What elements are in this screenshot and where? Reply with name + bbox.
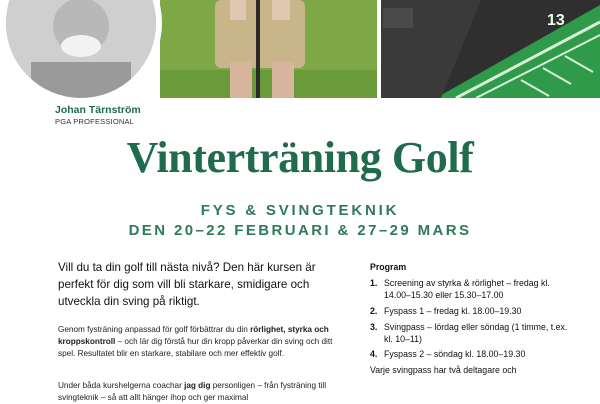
intro-paragraph-2 — [58, 380, 348, 404]
intro-paragraph-2-strong: jag dig — [184, 381, 211, 390]
program-item-text: Fyspass 2 – söndag kl. 18.00–19.30 — [384, 349, 526, 360]
course-subtitle: FYS & SVINGTEKNIK — [200, 202, 400, 219]
intro-paragraph-1-text-b: – och lär dig förstå hur din kropp påverkar din sving och ditt spel. Resultatet blir en starkare, stabilare och mer effektiv golf. — [58, 336, 333, 358]
program-item-number: 4. — [370, 349, 378, 360]
intro-lead: Vill du ta din golf till nästa nivå? Den här kursen är perfekt för dig som vill bli starkare, smidigare och utveckla din sving på riktigt. — [58, 261, 316, 308]
program-item-text: Screening av styrka & rörlighet – fredag kl. 14.00–15.30 eller 15.30–17.00 — [384, 278, 550, 300]
program-item — [370, 278, 570, 302]
program-item-number: 2. — [370, 305, 378, 316]
program-item — [370, 306, 570, 318]
program-item — [370, 349, 570, 361]
coach-title: PGA PROFESSIONAL — [55, 117, 135, 126]
program-item-text: Svingpass – lördag eller söndag (1 timme, t.ex. kl. 10–11) — [384, 321, 568, 344]
practice-mat-illustration — [381, 0, 600, 98]
course-dates: DEN 20–22 FEBRUARI & 27–29 MARS — [128, 222, 472, 239]
intro-paragraph-2-text-b: personligen – från fysträning till svingteknik – så att allt hänger ihop och ger maximal — [58, 381, 327, 402]
coach-portrait-illustration — [6, 0, 156, 98]
intro-paragraph-1 — [58, 324, 348, 360]
golfer-illustration — [160, 0, 377, 98]
program-item-number: 3. — [370, 321, 378, 332]
golfer-photo — [160, 0, 377, 98]
program-note: Varje svingpass har två deltagare och — [370, 365, 517, 376]
program-title: Program — [370, 262, 407, 272]
coach-portrait — [6, 0, 156, 98]
page-title: Vinterträning Golf — [126, 133, 474, 182]
program-item-number: 1. — [370, 278, 378, 288]
coach-portrait-frame — [6, 0, 156, 98]
program-section — [370, 262, 570, 377]
practice-mat-photo — [381, 0, 600, 98]
coach-name: Johan Tärnström — [55, 104, 141, 116]
intro-paragraph-2-text-a: Under båda kurshelgerna coachar — [58, 381, 185, 390]
header-photos — [0, 0, 600, 98]
intro-paragraph-1-text-a: Genom fysträning anpassad för golf förbättrar du din — [58, 325, 251, 334]
program-item — [370, 322, 570, 346]
program-item-text: Fyspass 1 – fredag kl. 18.00–19.30 — [384, 305, 522, 316]
mat-number: 13 — [547, 12, 565, 29]
intro-paragraph-1-strong: rörlighet, styrka och kroppskontroll — [58, 325, 329, 346]
